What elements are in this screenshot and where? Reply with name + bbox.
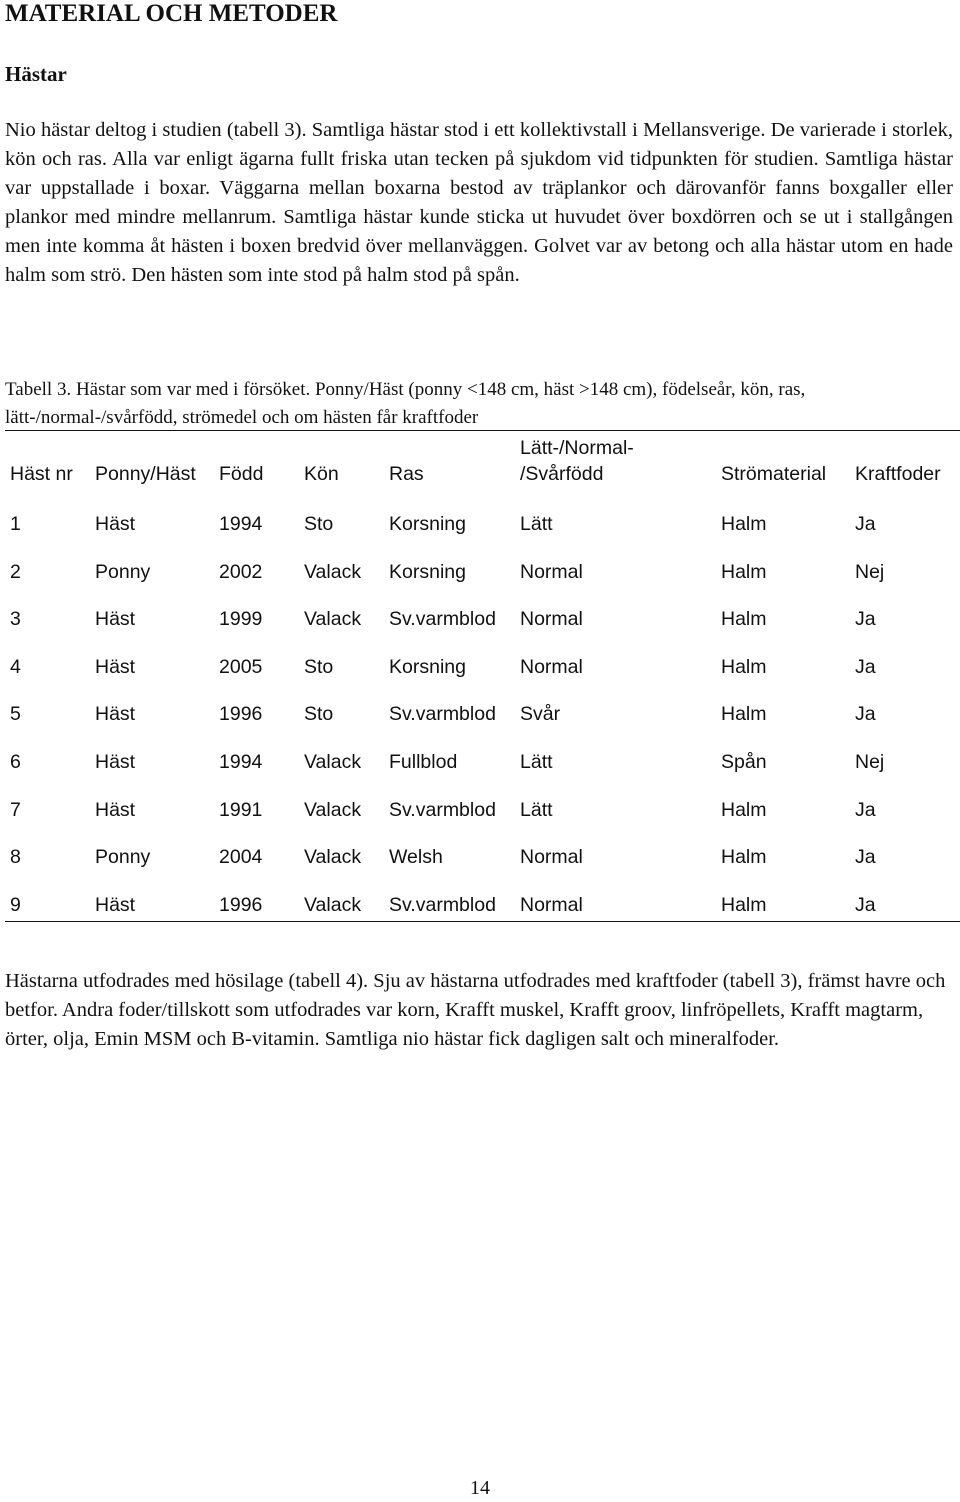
cell-type: Häst <box>95 608 136 631</box>
cell-type: Häst <box>95 513 136 535</box>
header-born: Född <box>219 463 264 485</box>
header-keeper-line1: Lätt-/Normal- <box>520 437 634 459</box>
cell-breed: Korsning <box>389 513 466 535</box>
cell-sex: Valack <box>304 608 362 631</box>
cell-concentrate: Ja <box>855 893 876 916</box>
cell-nr: 1 <box>10 513 21 535</box>
header-nr: Häst nr <box>10 463 73 485</box>
cell-keeper: Normal <box>520 846 583 869</box>
cell-nr: 4 <box>10 655 21 678</box>
cell-breed: Sv.varmblod <box>389 798 496 821</box>
header-breed: Ras <box>389 463 424 485</box>
cell-keeper: Lätt <box>520 513 553 535</box>
table-row <box>5 490 960 540</box>
table-row <box>5 778 960 826</box>
cell-nr: 5 <box>10 703 21 726</box>
cell-type: Häst <box>95 798 136 821</box>
cell-breed: Sv.varmblod <box>389 703 496 726</box>
feeding-paragraph: Hästarna utfodrades med hösilage (tabell 4). Sju av hästarna utfodrades med kraftfoder (tabell 3), främst havre och betfor. Andra foder/tillskott som utfodrades var korn, Krafft muskel, Krafft groov, linfröpellets, Krafft magtarm, örter, olja, Emin MSM och B-vitamin. Samtliga nio hästar fick dagligen salt och mineralfoder. <box>5 970 946 1050</box>
table-caption: Tabell 3. Hästar som var med i försöket. Ponny/Häst (ponny <148 cm, häst >148 cm), födelseår, kön, ras, lätt-/normal-/svårfödd, strömedel och om hästen får kraftfoder <box>5 379 806 428</box>
cell-born: 1994 <box>219 513 263 535</box>
page-number: 14 <box>470 1477 490 1499</box>
table-row <box>5 730 960 778</box>
cell-bedding: Halm <box>721 513 767 535</box>
cell-born: 1996 <box>219 893 263 916</box>
header-sex: Kön <box>304 463 339 485</box>
cell-born: 1991 <box>219 798 263 821</box>
table-row <box>5 826 960 874</box>
cell-keeper: Normal <box>520 560 583 583</box>
cell-sex: Valack <box>304 560 362 583</box>
cell-type: Ponny <box>95 560 151 583</box>
section-title: MATERIAL OCH METODER <box>5 0 338 27</box>
cell-concentrate: Ja <box>855 703 876 726</box>
subsection-title: Hästar <box>5 62 67 86</box>
cell-breed: Welsh <box>389 846 443 869</box>
cell-concentrate: Ja <box>855 655 876 678</box>
cell-keeper: Lätt <box>520 798 553 821</box>
intro-paragraph: Nio hästar deltog i studien (tabell 3). Samtliga hästar stod i ett kollektivstall i Mellansverige. De varierade i storlek, kön och ras. Alla var enligt ägarna fullt friska utan tecken på sjukdom vid tidpunkten för studien. Samtliga hästar var uppstallade i boxar. Väggarna mellan boxarna bestod av träplankor och därovanför fanns boxgaller eller plankor med mindre mellanrum. Samtliga hästar kunde sticka ut huvudet över boxdörren och se ut i stallgången men inte komma åt hästen i boxen bredvid över mellanväggen. Golvet var av betong och alla hästar utom en hade halm som strö. Den hästen som inte stod på halm stod på spån. <box>5 119 953 286</box>
cell-concentrate: Nej <box>855 560 885 583</box>
cell-nr: 9 <box>10 893 21 916</box>
cell-sex: Valack <box>304 893 362 916</box>
cell-bedding: Halm <box>721 608 767 631</box>
cell-born: 2002 <box>219 560 263 583</box>
cell-bedding: Halm <box>721 893 767 916</box>
cell-type: Ponny <box>95 846 151 869</box>
cell-nr: 8 <box>10 846 21 869</box>
cell-concentrate: Ja <box>855 846 876 869</box>
cell-bedding: Halm <box>721 846 767 869</box>
cell-breed: Korsning <box>389 655 466 678</box>
cell-sex: Valack <box>304 846 362 869</box>
cell-breed: Sv.varmblod <box>389 608 496 631</box>
cell-concentrate: Ja <box>855 513 876 535</box>
horse-table <box>5 430 960 922</box>
cell-keeper: Lätt <box>520 750 553 773</box>
cell-born: 2004 <box>219 846 263 869</box>
header-keeper-line2: /Svårfödd <box>520 463 604 485</box>
table-header-row <box>5 431 960 491</box>
cell-keeper: Normal <box>520 893 583 916</box>
header-bedding: Strömaterial <box>721 463 827 485</box>
cell-bedding: Halm <box>721 703 767 726</box>
cell-sex: Sto <box>304 703 334 726</box>
cell-bedding: Halm <box>721 560 767 583</box>
table-row <box>5 540 960 588</box>
cell-sex: Valack <box>304 750 362 773</box>
cell-type: Häst <box>95 893 136 916</box>
cell-sex: Sto <box>304 513 334 535</box>
horse-table-body <box>5 490 960 921</box>
cell-born: 1996 <box>219 703 263 726</box>
cell-born: 1999 <box>219 608 263 631</box>
cell-nr: 6 <box>10 750 21 773</box>
cell-concentrate: Ja <box>855 798 876 821</box>
cell-born: 1994 <box>219 750 263 773</box>
cell-nr: 3 <box>10 608 21 631</box>
cell-breed: Fullblod <box>389 750 458 773</box>
cell-sex: Valack <box>304 798 362 821</box>
cell-breed: Sv.varmblod <box>389 893 496 916</box>
header-type: Ponny/Häst <box>95 463 196 485</box>
cell-keeper: Normal <box>520 608 583 631</box>
cell-type: Häst <box>95 655 136 678</box>
table-row <box>5 588 960 636</box>
cell-concentrate: Nej <box>855 750 885 773</box>
table-row <box>5 873 960 921</box>
cell-sex: Sto <box>304 655 334 678</box>
cell-nr: 2 <box>10 560 21 583</box>
cell-bedding: Halm <box>721 655 767 678</box>
cell-keeper: Normal <box>520 655 583 678</box>
cell-bedding: Spån <box>721 750 767 773</box>
cell-type: Häst <box>95 750 136 773</box>
table-row <box>5 683 960 731</box>
header-concentrate: Kraftfoder <box>855 463 941 485</box>
table-row <box>5 635 960 683</box>
cell-born: 2005 <box>219 655 263 678</box>
cell-bedding: Halm <box>721 798 767 821</box>
cell-type: Häst <box>95 703 136 726</box>
cell-nr: 7 <box>10 798 21 821</box>
cell-concentrate: Ja <box>855 608 876 631</box>
header-keeper <box>515 431 716 491</box>
cell-breed: Korsning <box>389 560 466 583</box>
cell-keeper: Svår <box>520 703 561 726</box>
